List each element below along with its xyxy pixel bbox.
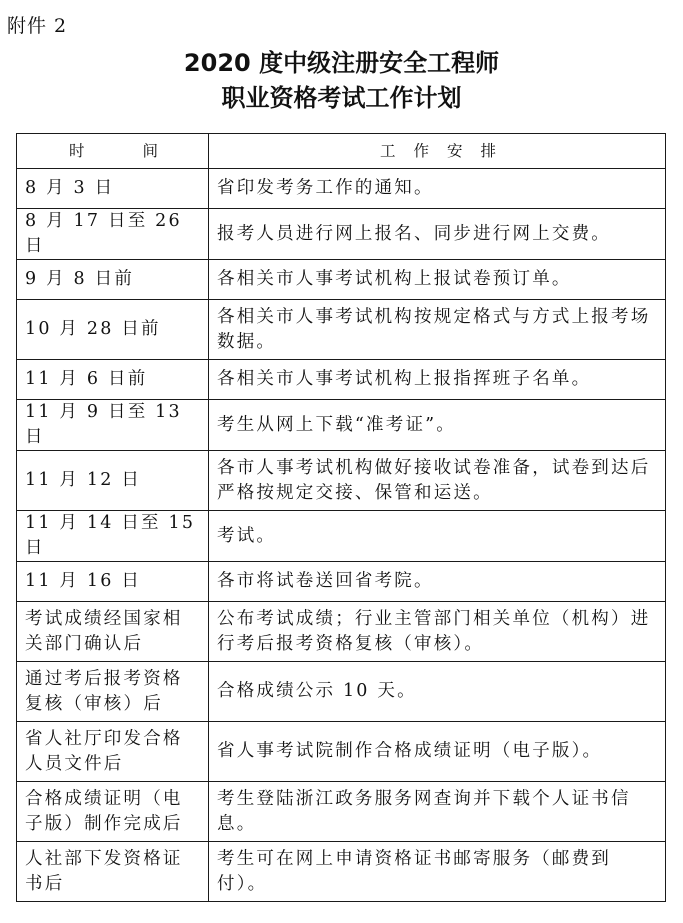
schedule-time-cell: 通过考后报考资格复核（审核）后 (17, 662, 209, 722)
table-row (17, 511, 666, 562)
schedule-task-cell: 合格成绩公示 10 天。 (209, 662, 666, 722)
schedule-time-cell: 9 月 8 日前 (17, 260, 209, 300)
table-body (17, 169, 666, 902)
document-title-line1: 2020 度中级注册安全工程师 (183, 49, 500, 77)
table-header-row (17, 134, 666, 169)
table-row (17, 209, 666, 260)
table-row (17, 842, 666, 902)
table-row (17, 400, 666, 451)
schedule-task-cell: 各相关市人事考试机构上报试卷预订单。 (209, 260, 666, 300)
attachment-label: 附件 2 (7, 15, 68, 37)
schedule-task-cell: 各市人事考试机构做好接收试卷准备，试卷到达后严格按规定交接、保管和运送。 (209, 451, 666, 511)
schedule-task-cell: 省印发考务工作的通知。 (209, 169, 666, 209)
table-row (17, 451, 666, 511)
schedule-time-cell: 11 月 16 日 (17, 562, 209, 602)
table-row (17, 602, 666, 662)
schedule-task-cell: 各市将试卷送回省考院。 (209, 562, 666, 602)
schedule-time-cell: 8 月 17 日至 26 日 (17, 209, 209, 260)
schedule-task-cell: 各相关市人事考试机构按规定格式与方式上报考场数据。 (209, 300, 666, 360)
exam-schedule-table (16, 133, 666, 902)
schedule-task-cell: 考生从网上下载“准考证”。 (209, 400, 666, 451)
schedule-time-cell: 11 月 14 日至 15 日 (17, 511, 209, 562)
schedule-time-cell: 省人社厅印发合格人员文件后 (17, 722, 209, 782)
schedule-task-cell: 公布考试成绩；行业主管部门相关单位（机构）进行考后报考资格复核（审核）。 (209, 602, 666, 662)
document-title-line2: 职业资格考试工作计划 (221, 84, 462, 112)
schedule-task-cell: 考生登陆浙江政务服务网查询并下载个人证书信息。 (209, 782, 666, 842)
schedule-time-cell: 考试成绩经国家相关部门确认后 (17, 602, 209, 662)
schedule-task-cell: 报考人员进行网上报名、同步进行网上交费。 (209, 209, 666, 260)
schedule-time-cell: 10 月 28 日前 (17, 300, 209, 360)
column-header-time: 时间 (17, 134, 209, 169)
schedule-task-cell: 省人事考试院制作合格成绩证明（电子版）。 (209, 722, 666, 782)
column-header-task: 工作安排 (209, 134, 666, 169)
table-row (17, 662, 666, 722)
schedule-time-cell: 11 月 6 日前 (17, 360, 209, 400)
schedule-time-cell: 11 月 9 日至 13 日 (17, 400, 209, 451)
schedule-time-cell: 11 月 12 日 (17, 451, 209, 511)
table-row (17, 562, 666, 602)
table-row (17, 360, 666, 400)
table-row (17, 300, 666, 360)
table-row (17, 722, 666, 782)
schedule-time-cell: 合格成绩证明（电子版）制作完成后 (17, 782, 209, 842)
table-row (17, 169, 666, 209)
schedule-time-cell: 人社部下发资格证书后 (17, 842, 209, 902)
schedule-task-cell: 各相关市人事考试机构上报指挥班子名单。 (209, 360, 666, 400)
schedule-time-cell: 8 月 3 日 (17, 169, 209, 209)
table-row (17, 782, 666, 842)
table-row (17, 260, 666, 300)
schedule-task-cell: 考生可在网上申请资格证书邮寄服务（邮费到付）。 (209, 842, 666, 902)
schedule-task-cell: 考试。 (209, 511, 666, 562)
